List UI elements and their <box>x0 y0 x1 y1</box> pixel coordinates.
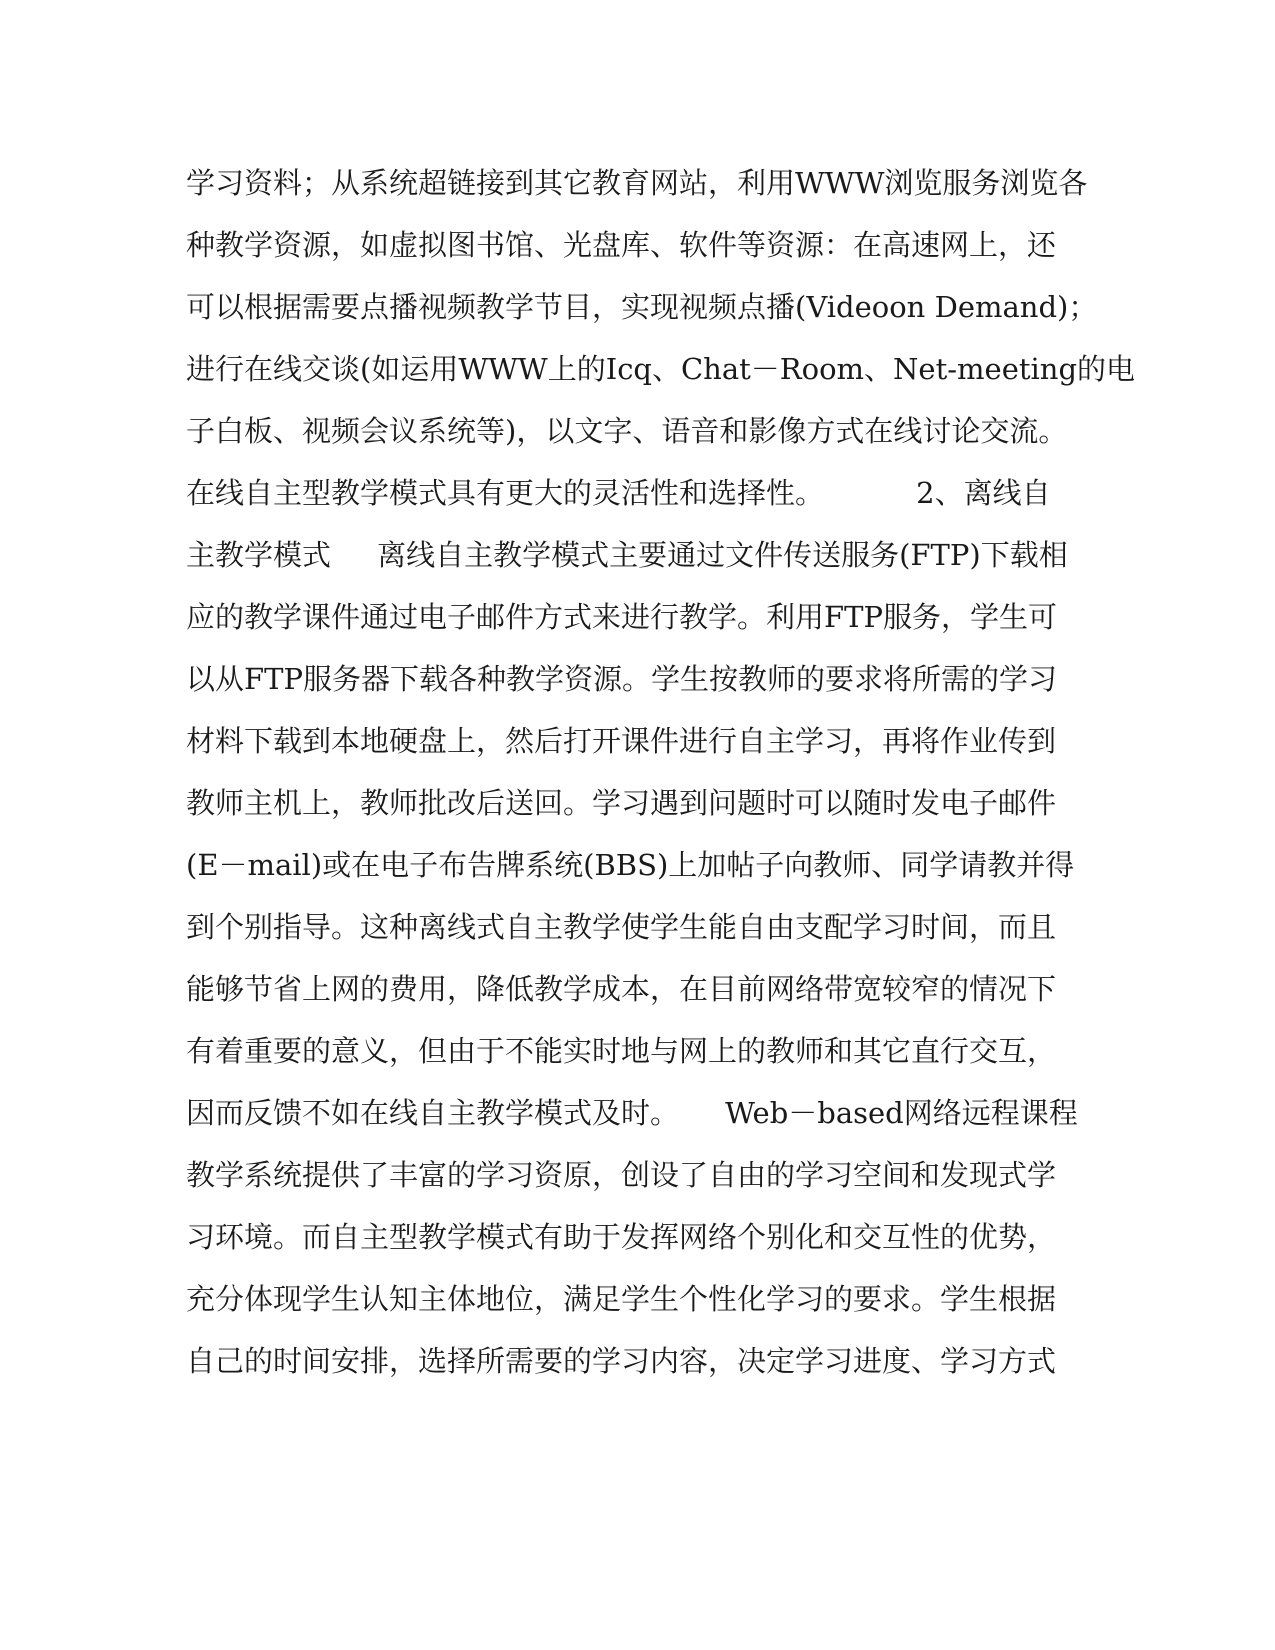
text-line: 以从FTP服务器下载各种教学资源。学生按教师的要求将所需的学习 <box>186 662 1057 696</box>
text-line: 种教学资源，如虚拟图书馆、光盘库、软件等资源：在高速网上，还 <box>186 228 1057 262</box>
text-line: 学习资料；从系统超链接到其它教育网站，利用WWW浏览服务浏览各 <box>186 166 1088 200</box>
text-line: 有着重要的意义，但由于不能实时地与网上的教师和其它直行交互， <box>186 1034 1057 1068</box>
text-line: 子白板、视频会议系统等)，以文字、语音和影像方式在线讨论交流。 <box>186 414 1068 448</box>
text-line: 主教学模式 离线自主教学模式主要通过文件传送服务(FTP)下载相 <box>186 538 1068 572</box>
text-line: 教师主机上，教师批改后送回。学习遇到问题时可以随时发电子邮件 <box>186 786 1057 820</box>
text-line: 习环境。而自主型教学模式有助于发挥网络个别化和交互性的优势， <box>186 1220 1057 1254</box>
text-line: 因而反馈不如在线自主教学模式及时。 Web－based网络远程课程 <box>186 1096 1078 1130</box>
text-line: 自己的时间安排，选择所需要的学习内容，决定学习进度、学习方式 <box>186 1344 1057 1378</box>
text-line: (E－mail)或在电子布告牌系统(BBS)上加帖子向教师、同学请教并得 <box>186 848 1075 882</box>
text-line: 充分体现学生认知主体地位，满足学生个性化学习的要求。学生根据 <box>186 1282 1057 1316</box>
text-line: 材料下载到本地硬盘上，然后打开课件进行自主学习，再将作业传到 <box>186 724 1057 758</box>
text-line: 教学系统提供了丰富的学习资原，创设了自由的学习空间和发现式学 <box>186 1158 1057 1192</box>
text-line: 可以根据需要点播视频教学节目，实现视频点播(Videoon Demand)； <box>186 290 1098 324</box>
text-line: 在线自主型教学模式具有更大的灵活性和选择性。 2、离线自 <box>186 476 1051 510</box>
text-line: 能够节省上网的费用，降低教学成本，在目前网络带宽较窄的情况下 <box>186 972 1057 1006</box>
text-line: 到个别指导。这种离线式自主教学使学生能自由支配学习时间，而且 <box>186 910 1057 944</box>
text-line: 应的教学课件通过电子邮件方式来进行教学。利用FTP服务，学生可 <box>186 600 1057 634</box>
body-text <box>186 152 1136 1392</box>
text-line: 进行在线交谈(如运用WWW上的Icq、Chat－Room、Net-meeting的电 <box>186 352 1136 386</box>
